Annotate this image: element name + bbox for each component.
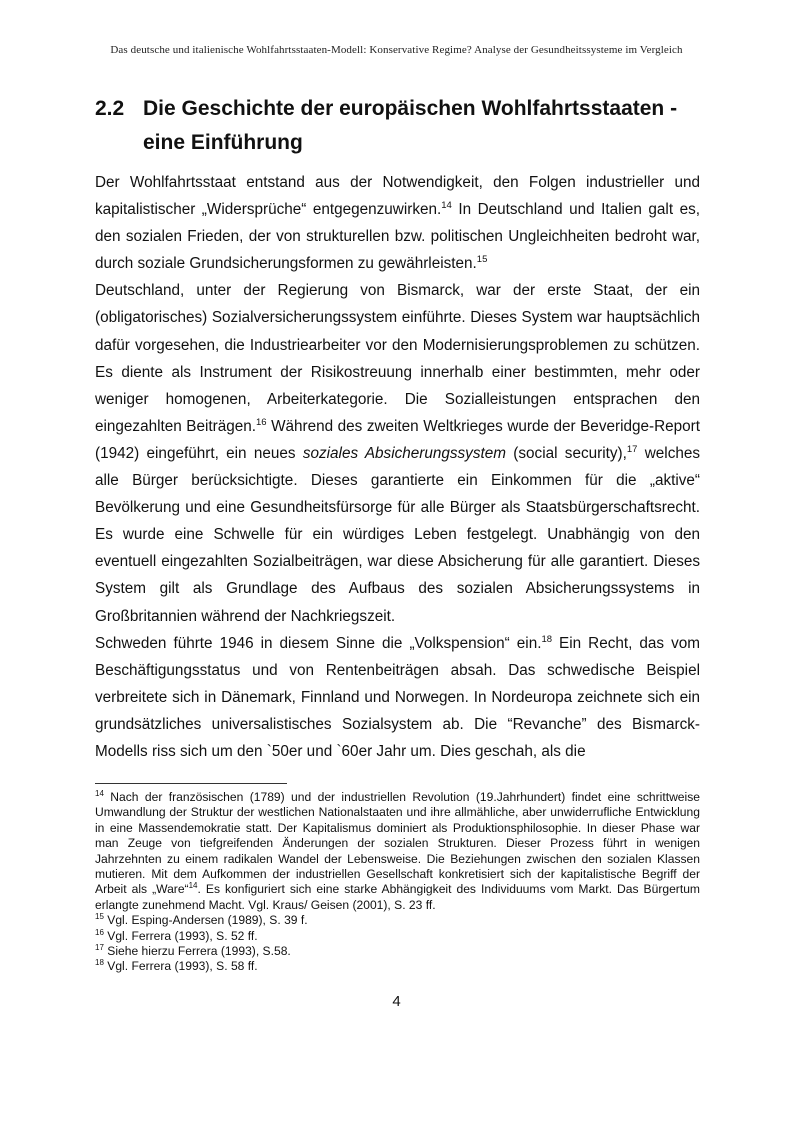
footnote-17: $^{17}$ Siehe hierzu Ferrera (1993), S.58.	[95, 943, 291, 959]
footnote-ref-18[interactable]: 18	[541, 633, 553, 645]
footnote-ref-14[interactable]: 14	[441, 200, 452, 211]
footnote-15: $^{15}$ Vgl. Esping-Andersen (1989), S. 39 f.	[95, 912, 308, 928]
running-header: Das deutsche und italienische Wohlfahrtsstaaten-Modell: Konservative Regime? Analyse der Gesundheitssysteme im Vergleich	[110, 44, 683, 56]
paragraph-3: Schweden führte 1946 in diesem Sinne die „Volkspension“ ein.$^{18}$ Ein Recht, das vom Beschäftigungsstatus und von Rentenbeiträgen absah. Das schwedische Beispiel verbreitete sich in Dänemark, Finnland und Norwegen. In Nordeuropa zeichnete sich ein grundsätzliches universalistisches Sozialsystem ab. Die “Revanche” des Bismarck-Modells riss sich um den `50er und `60er Jahr um. Dies geschah, als die	[95, 633, 700, 760]
footnote-ref-17[interactable]: 17	[626, 443, 638, 455]
footnotes	[95, 790, 700, 975]
paragraph-1: Der Wohlfahrtsstaat entstand aus der Notwendigkeit, den Folgen industrieller und kapitalistischer „Widersprüche“ entgegenzuwirken.$^{14}$ In Deutschland und Italien galt es, den sozialen Frieden, der von strukturellen bzw. politischen Ungleichheiten bedroht war, durch soziale Grundsicherungsformen zu gewährleisten.$^{15}$	[95, 174, 700, 273]
section-title-line-1: Die Geschichte der europäischen Wohlfahrtsstaaten -	[143, 97, 678, 120]
body-text	[95, 169, 700, 765]
footnote-separator	[95, 783, 287, 784]
footnote-18: $^{18}$ Vgl. Ferrera (1993), S. 58 ff.	[95, 958, 258, 974]
italic-term: soziales Absicherungssystem	[302, 444, 506, 462]
footnote-ref-15[interactable]: 15	[476, 254, 488, 266]
section-number: 2.2	[95, 97, 125, 120]
paragraph-2: Deutschland, unter der Regierung von Bismarck, war der erste Staat, der ein (obligatorisches) Sozialversicherungssystem einführte. Dieses System war hauptsächlich dafür vorgesehen, die Industriearbeiter vor den Modernisierungsproblemen zu schützen. Es diente als Instrument der Risikostreuung innerhalb einer bestimmten, mehr oder weniger homogenen, Arbeiterkategorie. Die Sozialleistungen entsprachen den eingezahlten Beiträgen.$^{16}$ Während des zweiten Weltkrieges wurde der Beveridge-Report (1942) eingeführt, ein neues soziales Absicherungssystem (social security),$^{17}$ welches alle Bürger berücksichtigte. Dieses garantierte ein Einkommen für die „aktive“ Bevölkerung und eine Gesundheitsfürsorge für alle Bürger als Staatsbürgerschaftsrecht. Es wurde eine Schwelle für ein würdiges Leben festgelegt. Unabhängig von den eventuell eingezahlten Sozialbeiträgen, war diese Absicherung für alle garantiert. Dieses System gilt als Grundlage des Aufbaus des sozialen Absicherungssystems in Großbritannien während der Nachkriegszeit.	[95, 282, 701, 625]
page-number: 4	[392, 993, 401, 1010]
footnote-14: $^{14}$ Nach der französischen (1789) und der industriellen Revolution (19.Jahrhundert) findet eine schrittweise Umwandlung der Struktur der westlichen Nationalstaaten und ihre allmähliche, aber unwiderrufliche Entwicklung in eine Massendemokratie statt. Der Kapitalismus dominiert als Produktionsphilosophie. In dieser Phase war man Zeuge von tiefgreifenden Änderungen der sozialen Strukturen. Dieser Prozess führt in wenigen Jahrzehnten zu einem radikalen Wandel der Lebensweise. Die Beziehungen zwischen den sozialen Klassen mutieren. Mit dem Aufkommen der industriellen Gesellschaft konkretisiert sich der kapitalistische Begriff der Arbeit als „Ware“$^{14}$. Es konfiguriert sich eine starke Abhängigkeit des Individuums vom Markt. Das Bürgertum erlangte zunehmend Macht. Vgl. Kraus/ Geisen (2001), S. 23 ff.	[95, 788, 700, 912]
footnote-ref-16[interactable]: 16	[256, 416, 267, 428]
section-title-line-2: eine Einführung	[143, 131, 303, 154]
footnote-16: $^{16}$ Vgl. Ferrera (1993), S. 52 ff.	[95, 927, 258, 943]
